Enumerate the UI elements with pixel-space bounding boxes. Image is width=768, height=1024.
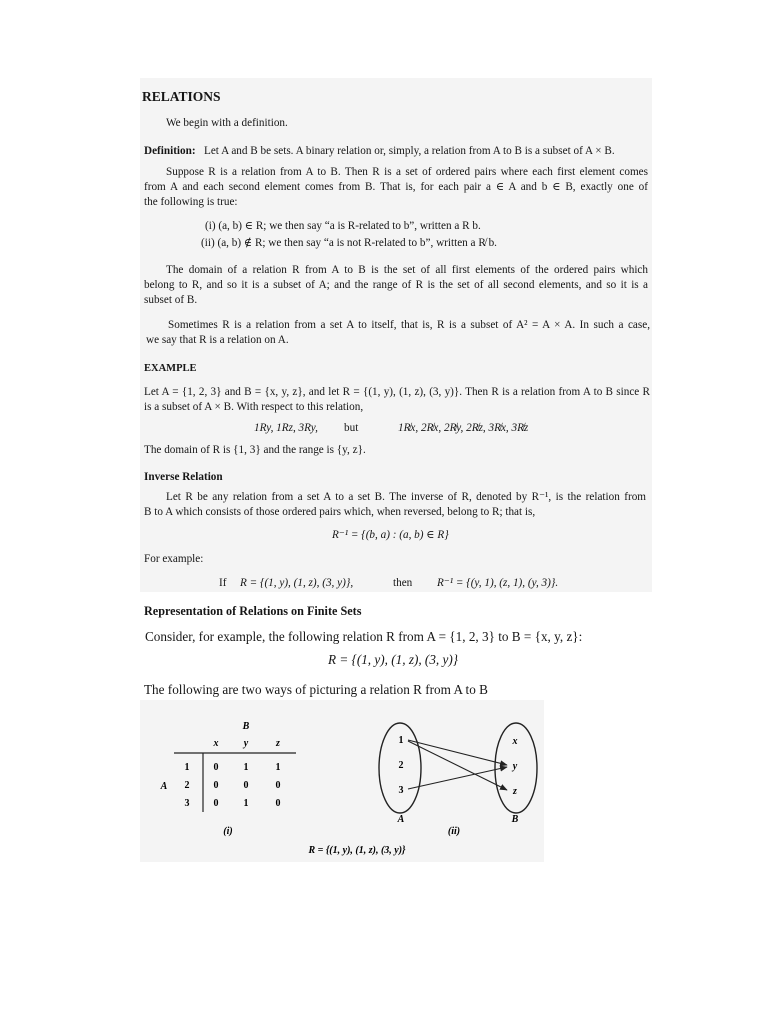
but-word: but (344, 422, 359, 434)
then-word: then (393, 577, 413, 589)
sometimes-line-1: Sometimes R is a relation from a set A to itself, that is, R is a subset of A² = A × A. In such a case, (168, 319, 650, 331)
matrix-cell: 1 (243, 762, 249, 773)
matrix-cell: 0 (213, 798, 219, 809)
relation-arrow (408, 741, 507, 790)
domain-range-text: The domain of R is {1, 3} and the range is {y, z}. (144, 444, 366, 456)
suppose-line-2: from A and each second element comes from B. That is, for each pair a ∈ A and b ∈ B, exactly one of (144, 181, 648, 193)
definition-label: Definition: (144, 145, 196, 157)
matrix-cell: 0 (213, 762, 219, 773)
relation-arrow (408, 767, 507, 789)
matrix-col-label: y (243, 738, 249, 749)
matrix-row-label: 2 (184, 780, 190, 791)
set-b-element: x (512, 736, 518, 747)
matrix-cell: 1 (275, 762, 281, 773)
case-i: (i) (a, b) ∈ R; we then say “a is R-related to b”, written a R b. (205, 220, 481, 232)
set-b-label: B (511, 814, 519, 825)
matrix-col-label: x (213, 738, 219, 749)
matrix-col-set-label: B (242, 721, 250, 732)
matrix-row-label: 1 (184, 762, 190, 773)
example-heading: EXAMPLE (144, 363, 197, 374)
matrix-row-set-label: A (160, 781, 168, 792)
for-example-text: For example: (144, 553, 204, 565)
case-ii: (ii) (a, b) ∉ R; we then say “a is not R-related to b”, written a R̸ b. (201, 237, 497, 249)
inverse-r-definition: R = {(1, y), (1, z), (3, y)}, (240, 577, 354, 589)
inverse-r-result: R⁻¹ = {(y, 1), (z, 1), (y, 3)}. (437, 577, 559, 589)
set-a-element: 3 (398, 785, 404, 796)
example-line-1: Let A = {1, 2, 3} and B = {x, y, z}, and let R = {(1, y), (1, z), (3, y)}. Then R is a relation from A to B since R (144, 386, 650, 398)
matrix-cell: 1 (243, 798, 249, 809)
matrix-col-label: z (276, 738, 280, 749)
domain-line-2: belong to R, and so it is a subset of A; and the range of R is the set of all second elements, and so it is a (144, 279, 648, 291)
domain-line-3: subset of B. (144, 294, 198, 306)
matrix-cell: 0 (213, 780, 219, 791)
set-a-element: 1 (398, 735, 404, 746)
inverse-heading: Inverse Relation (144, 471, 223, 483)
set-a-element: 2 (398, 760, 404, 771)
intro-text: We begin with a definition. (166, 117, 288, 129)
arrow-diagram (379, 723, 537, 837)
relation-matrix (160, 721, 296, 837)
relation-arrow (408, 740, 507, 765)
matrix-cell: 0 (275, 798, 281, 809)
figure-caption: R = {(1, y), (1, z), (3, y)} (308, 845, 406, 856)
if-word: If (219, 577, 227, 589)
sometimes-line-2: we say that R is a relation on A. (146, 334, 289, 346)
matrix-row-label: 3 (184, 798, 190, 809)
domain-line-1: The domain of a relation R from A to B is the set of all first elements of the ordered pairs which (166, 264, 648, 276)
matrix-cell: 0 (243, 780, 249, 791)
matrix-cell: 0 (275, 780, 281, 791)
related-pairs: 1Ry, 1Rz, 3Ry, (254, 422, 318, 434)
not-related-pairs: 1R̸x, 2R̸x, 2R̸y, 2R̸z, 3R̸x, 3R̸z (398, 422, 529, 434)
arrow-diagram-caption: (ii) (447, 826, 461, 837)
inverse-line-1: Let R be any relation from a set A to a set B. The inverse of R, denoted by R⁻¹, is the relation from (166, 491, 646, 503)
representation-r-definition: R = {(1, y), (1, z), (3, y)} (328, 652, 459, 667)
section-heading: RELATIONS (142, 89, 221, 104)
set-b-element: y (512, 761, 518, 772)
representation-ways: The following are two ways of picturing a relation R from A to B (144, 682, 488, 697)
representation-consider: Consider, for example, the following relation R from A = {1, 2, 3} to B = {x, y, z}: (145, 629, 583, 644)
representation-heading: Representation of Relations on Finite Sets (144, 604, 362, 618)
suppose-line-1: Suppose R is a relation from A to B. Then R is a set of ordered pairs where each first element comes (166, 166, 648, 178)
suppose-line-3: the following is true: (144, 196, 238, 208)
set-a-label: A (397, 814, 405, 825)
definition-text: Let A and B be sets. A binary relation or, simply, a relation from A to B is a subset of A × B. (203, 145, 615, 157)
set-b-element: z (513, 786, 517, 797)
inverse-line-2: B to A which consists of those ordered pairs which, when reversed, belong to R; that is, (144, 506, 536, 518)
matrix-caption: (i) (223, 826, 233, 837)
inverse-formula: R⁻¹ = {(b, a) : (a, b) ∈ R} (332, 529, 449, 541)
example-line-2: is a subset of A × B. With respect to this relation, (144, 401, 364, 413)
